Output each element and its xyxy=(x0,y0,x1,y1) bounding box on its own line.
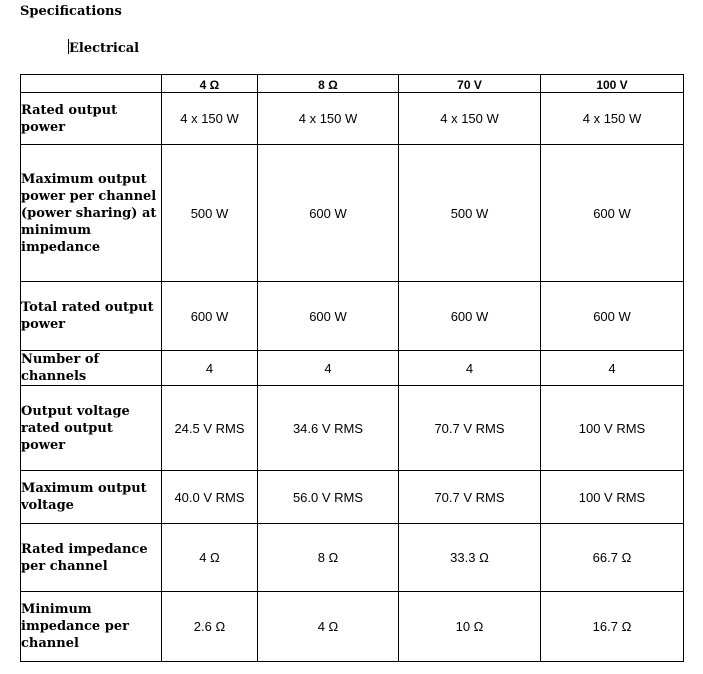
row-label: Rated output power xyxy=(21,93,162,145)
table-cell: 8 Ω xyxy=(258,524,399,592)
table-cell: 4 xyxy=(162,351,258,386)
table-row xyxy=(21,282,684,351)
row-label: Minimum impedance per channel xyxy=(21,592,162,662)
table-row xyxy=(21,471,684,524)
table-row xyxy=(21,145,684,282)
table-cell: 4 x 150 W xyxy=(399,93,541,145)
section-heading xyxy=(68,39,139,57)
table-cell: 10 Ω xyxy=(399,592,541,662)
table-cell: 500 W xyxy=(162,145,258,282)
table-cell: 34.6 V RMS xyxy=(258,386,399,471)
row-label: Output voltage rated output power xyxy=(21,386,162,471)
document-title: Specifications xyxy=(20,4,122,19)
table-cell: 33.3 Ω xyxy=(399,524,541,592)
row-label: Total rated output power xyxy=(21,282,162,351)
table-row xyxy=(21,93,684,145)
row-label: Maximum output voltage xyxy=(21,471,162,524)
section-heading-text: Electrical xyxy=(69,41,140,56)
table-header-row xyxy=(21,75,684,93)
table-cell: 600 W xyxy=(541,282,684,351)
table-cell: 4 x 150 W xyxy=(541,93,684,145)
table-cell: 4 x 150 W xyxy=(162,93,258,145)
specifications-table xyxy=(20,74,684,662)
table-cell: 600 W xyxy=(258,145,399,282)
header-cell-4-ohm: 4 Ω xyxy=(162,75,258,93)
header-cell-100-v: 100 V xyxy=(541,75,684,93)
table-cell: 70.7 V RMS xyxy=(399,386,541,471)
header-cell-8-ohm: 8 Ω xyxy=(258,75,399,93)
table-cell: 40.0 V RMS xyxy=(162,471,258,524)
row-label: Rated impedance per channel xyxy=(21,524,162,592)
table-cell: 600 W xyxy=(162,282,258,351)
table-cell: 4 Ω xyxy=(258,592,399,662)
row-label: Number of channels xyxy=(21,351,162,386)
table-cell: 600 W xyxy=(258,282,399,351)
table-cell: 500 W xyxy=(399,145,541,282)
row-label: Maximum output power per channel (power sharing) at minimum impedance xyxy=(21,145,162,282)
table-cell: 100 V RMS xyxy=(541,471,684,524)
header-cell-70-v: 70 V xyxy=(399,75,541,93)
table-cell: 24.5 V RMS xyxy=(162,386,258,471)
table-row xyxy=(21,386,684,471)
table-cell: 100 V RMS xyxy=(541,386,684,471)
table-cell: 4 xyxy=(258,351,399,386)
table-cell: 4 xyxy=(541,351,684,386)
table-cell: 2.6 Ω xyxy=(162,592,258,662)
table-row xyxy=(21,351,684,386)
table-row xyxy=(21,592,684,662)
table-cell: 56.0 V RMS xyxy=(258,471,399,524)
table-cell: 4 x 150 W xyxy=(258,93,399,145)
table-row xyxy=(21,524,684,592)
table-cell: 66.7 Ω xyxy=(541,524,684,592)
table-cell: 600 W xyxy=(541,145,684,282)
table-cell: 600 W xyxy=(399,282,541,351)
table-cell: 4 Ω xyxy=(162,524,258,592)
table-cell: 4 xyxy=(399,351,541,386)
table-cell: 16.7 Ω xyxy=(541,592,684,662)
header-cell-empty xyxy=(21,75,162,93)
table-cell: 70.7 V RMS xyxy=(399,471,541,524)
